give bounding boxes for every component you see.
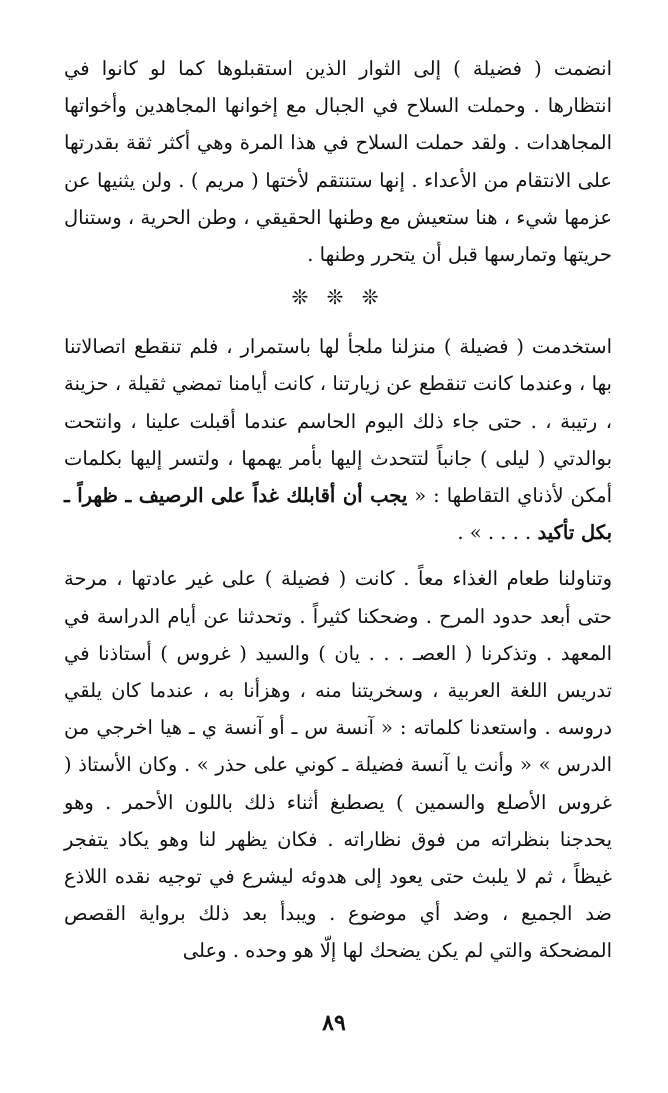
section-separator: ❊ ❊ ❊: [291, 285, 385, 310]
paragraph-1: انضمت ( فضيلة ) إلى الثوار الذين استقبلوها كما لو كانوا في انتظارها . وحملت السلاح في الجبال مع إخوانها المجاهدين وأخواتها المجاهدات . ولقد حملت السلاح في هذا المرة وهي أكثر ثقة بقدرتها على الانتقام من الأعداء . إنها ستنتقم لأختها ( مريم ) . ولن يثنيها عن عزمها شيء ، هنا ستعيش مع وطنها الحقيقي ، وطن الحرية ، وستنال حريتها وتمارسها قبل أن يتحرر وطنها .: [64, 57, 612, 267]
page-body: [64, 50, 612, 970]
page-number: ٨٩: [322, 1010, 346, 1036]
paragraph-2-bold-quote: يجب أن أقابلك غداً على الرصيف ـ ظهراً ـ بكل تأكيد: [64, 484, 612, 545]
paragraph-2: [64, 328, 612, 551]
paragraph-3: وتناولنا طعام الغذاء معاً . كانت ( فضيلة ) على غير عادتها ، مرحة حتى أبعد حدود المرح . وضحكنا كثيراً . وتحدثنا عن أيام الدراسة في المعهد . وتذكرنا ( العصـ . . . يان ) والسيد ( غروس ) أستاذنا في تدريس اللغة العربية ، وسخريتنا منه ، وهزأنا به ، عندما كان يلقي دروسه . واستعدنا كلماته : « آنسة س ـ أو آنسة ي ـ هيا اخرجي من الدرس » « وأنت يا آنسة فضيلة ـ كوني على حذر » . وكان الأستاذ ( غروس الأصلع والسمين ) يصطبغ أثناء ذلك باللون الأحمر . وهو يحدجنا بنظراته من فوق نظاراته . فكان يظهر لنا وهو يكاد يتفجر غيظاً ، ثم لا يلبث حتى يعود إلى هدوئه ليشرع في توجيه نقده اللاذع ضد الجميع ، وضد أي موضوع . ويبدأ بعد ذلك برواية القصص المضحكة والتي لم يكن يضحك لها إلّا هو وحده . وعلى: [64, 567, 612, 963]
paragraph-2-text: استخدمت ( فضيلة ) منزلنا ملجأ لها باستمرار ، فلم تنقطع اتصالاتنا بها ، وعندما كانت تنقطع عن زيارتنا ، كانت أيامنا تمضي ثقيلة ، حزينة ، رتيبة ، . حتى جاء ذلك اليوم الحاسم عندما أقبلت علينا ، وانتحت بوالدتي ( ليلى ) جانباً لتتحدث إليها بأمر يهمها ، ولتسر إليها بكلمات أمكن لأذناي التقاطها : «: [64, 335, 613, 508]
paragraph-2-tail: . . . . » .: [457, 521, 532, 545]
paragraph-gap: [64, 551, 612, 560]
